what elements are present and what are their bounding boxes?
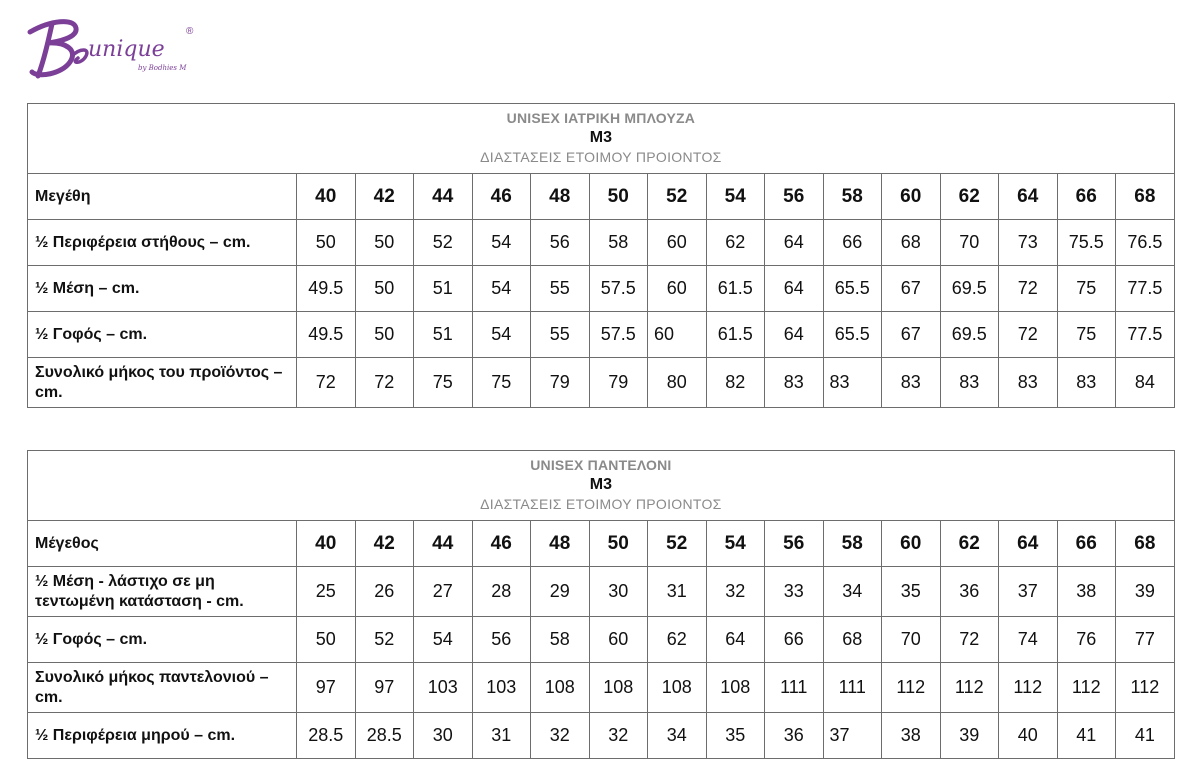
blouse-cell: 66 — [823, 220, 882, 266]
blouse-size-52: 52 — [648, 174, 707, 220]
blouse-size-44: 44 — [414, 174, 473, 220]
blouse-cell: 80 — [648, 358, 707, 408]
blouse-cell: 83 — [999, 358, 1058, 408]
pants-cell: 33 — [765, 567, 824, 617]
pants-cell: 54 — [414, 617, 473, 663]
pants-cell: 68 — [823, 617, 882, 663]
blouse-cell: 64 — [765, 220, 824, 266]
blouse-cell: 72 — [355, 358, 414, 408]
pants-size-40: 40 — [297, 521, 356, 567]
blouse-cell: 73 — [999, 220, 1058, 266]
blouse-cell: 83 — [823, 358, 882, 408]
pants-cell: 112 — [999, 663, 1058, 713]
blouse-cell: 72 — [999, 312, 1058, 358]
blouse-header-row — [28, 104, 1175, 174]
pants-cell: 64 — [706, 617, 765, 663]
blouse-cell: 55 — [531, 266, 590, 312]
pants-size-table — [27, 450, 1175, 759]
blouse-cell: 50 — [355, 266, 414, 312]
blouse-cell: 79 — [531, 358, 590, 408]
pants-cell: 39 — [1116, 567, 1175, 617]
blouse-cell: 51 — [414, 266, 473, 312]
pants-size-50: 50 — [589, 521, 648, 567]
pants-cell: 60 — [589, 617, 648, 663]
blouse-cell: 75 — [1057, 312, 1116, 358]
pants-cell: 28.5 — [355, 713, 414, 759]
pants-cell: 70 — [882, 617, 941, 663]
blouse-cell: 54 — [472, 220, 531, 266]
pants-cell: 34 — [648, 713, 707, 759]
pants-cell: 35 — [882, 567, 941, 617]
logo-subtext: by Bodhies M — [138, 64, 187, 72]
pants-cell: 111 — [823, 663, 882, 713]
pants-cell: 66 — [765, 617, 824, 663]
pants-size-58: 58 — [823, 521, 882, 567]
pants-size-56: 56 — [765, 521, 824, 567]
pants-cell: 32 — [589, 713, 648, 759]
pants-cell: 108 — [589, 663, 648, 713]
blouse-model: M3 — [589, 129, 612, 146]
pants-cell: 77 — [1116, 617, 1175, 663]
pants-row — [28, 617, 1175, 663]
blouse-size-66: 66 — [1057, 174, 1116, 220]
blouse-cell: 75 — [472, 358, 531, 408]
pants-cell: 108 — [531, 663, 590, 713]
blouse-size-48: 48 — [531, 174, 590, 220]
blouse-cell: 51 — [414, 312, 473, 358]
pants-cell: 103 — [472, 663, 531, 713]
pants-cell: 112 — [940, 663, 999, 713]
blouse-cell: 70 — [940, 220, 999, 266]
blouse-size-54: 54 — [706, 174, 765, 220]
blouse-cell: 64 — [765, 266, 824, 312]
blouse-header — [28, 104, 1175, 174]
pants-cell: 58 — [531, 617, 590, 663]
pants-cell: 26 — [355, 567, 414, 617]
pants-cell: 76 — [1057, 617, 1116, 663]
pants-cell: 103 — [414, 663, 473, 713]
pants-cell: 97 — [297, 663, 356, 713]
blouse-cell: 83 — [765, 358, 824, 408]
pants-cell: 72 — [940, 617, 999, 663]
blouse-cell: 62 — [706, 220, 765, 266]
blouse-cell: 54 — [472, 312, 531, 358]
blouse-size-50: 50 — [589, 174, 648, 220]
blouse-cell: 50 — [355, 220, 414, 266]
pants-cell: 28.5 — [297, 713, 356, 759]
blouse-row-label: ½ Γοφός – cm. — [28, 312, 297, 358]
pants-size-44: 44 — [414, 521, 473, 567]
registered-mark: ® — [186, 26, 194, 37]
pants-cell: 97 — [355, 663, 414, 713]
pants-size-42: 42 — [355, 521, 414, 567]
blouse-size-label: Μεγέθη — [28, 174, 297, 220]
blouse-cell: 83 — [940, 358, 999, 408]
pants-cell: 29 — [531, 567, 590, 617]
blouse-cell: 49.5 — [297, 312, 356, 358]
blouse-size-64: 64 — [999, 174, 1058, 220]
pants-cell: 27 — [414, 567, 473, 617]
pants-cell: 74 — [999, 617, 1058, 663]
pants-header-row — [28, 451, 1175, 521]
blouse-cell: 84 — [1116, 358, 1175, 408]
pants-row — [28, 713, 1175, 759]
blouse-cell: 79 — [589, 358, 648, 408]
blouse-cell: 54 — [472, 266, 531, 312]
blouse-cell: 60 — [648, 312, 707, 358]
pants-row — [28, 663, 1175, 713]
brand-logo-graphic — [26, 12, 201, 84]
pants-cell: 40 — [999, 713, 1058, 759]
blouse-row — [28, 220, 1175, 266]
pants-cell: 32 — [531, 713, 590, 759]
blouse-size-46: 46 — [472, 174, 531, 220]
pants-row — [28, 567, 1175, 617]
pants-size-66: 66 — [1057, 521, 1116, 567]
pants-cell: 38 — [1057, 567, 1116, 617]
blouse-row — [28, 358, 1175, 408]
pants-cell: 112 — [1116, 663, 1175, 713]
blouse-cell: 68 — [882, 220, 941, 266]
blouse-row-label: ½ Μέση – cm. — [28, 266, 297, 312]
blouse-cell: 57.5 — [589, 266, 648, 312]
pants-size-60: 60 — [882, 521, 941, 567]
blouse-cell: 50 — [297, 220, 356, 266]
blouse-size-68: 68 — [1116, 174, 1175, 220]
blouse-size-62: 62 — [940, 174, 999, 220]
blouse-cell: 61.5 — [706, 266, 765, 312]
pants-cell: 25 — [297, 567, 356, 617]
blouse-row — [28, 312, 1175, 358]
pants-cell: 30 — [414, 713, 473, 759]
blouse-cell: 57.5 — [589, 312, 648, 358]
pants-cell: 35 — [706, 713, 765, 759]
logo-wordmark: unique — [88, 37, 165, 62]
blouse-cell: 75.5 — [1057, 220, 1116, 266]
blouse-row-label: ½ Περιφέρεια στήθους – cm. — [28, 220, 297, 266]
pants-cell: 111 — [765, 663, 824, 713]
blouse-cell: 77.5 — [1116, 312, 1175, 358]
pants-row-label: ½ Γοφός – cm. — [28, 617, 297, 663]
pants-size-68: 68 — [1116, 521, 1175, 567]
pants-model: M3 — [589, 476, 612, 493]
pants-cell: 52 — [355, 617, 414, 663]
pants-sizes-row — [28, 521, 1175, 567]
pants-size-54: 54 — [706, 521, 765, 567]
pants-cell: 38 — [882, 713, 941, 759]
blouse-cell: 64 — [765, 312, 824, 358]
pants-cell: 36 — [940, 567, 999, 617]
blouse-size-58: 58 — [823, 174, 882, 220]
blouse-cell: 50 — [355, 312, 414, 358]
brand-logo — [26, 12, 201, 84]
pants-cell: 31 — [648, 567, 707, 617]
blouse-cell: 67 — [882, 312, 941, 358]
pants-cell: 112 — [1057, 663, 1116, 713]
blouse-cell: 69.5 — [940, 312, 999, 358]
pants-title: UNISEX ΠΑΝΤΕΛΟΝΙ — [530, 457, 672, 473]
blouse-size-table — [27, 103, 1175, 408]
pants-size-52: 52 — [648, 521, 707, 567]
pants-cell: 36 — [765, 713, 824, 759]
blouse-cell: 82 — [706, 358, 765, 408]
blouse-cell: 61.5 — [706, 312, 765, 358]
blouse-cell: 55 — [531, 312, 590, 358]
blouse-row — [28, 266, 1175, 312]
pants-cell: 56 — [472, 617, 531, 663]
pants-cell: 28 — [472, 567, 531, 617]
blouse-cell: 77.5 — [1116, 266, 1175, 312]
blouse-cell: 65.5 — [823, 312, 882, 358]
blouse-cell: 83 — [882, 358, 941, 408]
pants-cell: 112 — [882, 663, 941, 713]
blouse-cell: 75 — [1057, 266, 1116, 312]
blouse-row-label: Συνολικό μήκος του προϊόντος – cm. — [28, 358, 297, 408]
pants-subtitle: ΔΙΑΣΤΑΣΕΙΣ ΕΤΟΙΜΟΥ ΠΡΟΙΟΝΤΟΣ — [480, 496, 722, 512]
blouse-cell: 56 — [531, 220, 590, 266]
pants-row-label: ½ Περιφέρεια μηρού – cm. — [28, 713, 297, 759]
pants-cell: 62 — [648, 617, 707, 663]
blouse-cell: 76.5 — [1116, 220, 1175, 266]
pants-cell: 41 — [1116, 713, 1175, 759]
pants-row-label: ½ Μέση - λάστιχο σε μη τεντωμένη κατάσταση - cm. — [28, 567, 297, 617]
blouse-size-40: 40 — [297, 174, 356, 220]
pants-header — [28, 451, 1175, 521]
pants-cell: 41 — [1057, 713, 1116, 759]
pants-cell: 37 — [999, 567, 1058, 617]
blouse-size-42: 42 — [355, 174, 414, 220]
blouse-cell: 65.5 — [823, 266, 882, 312]
blouse-sizes-row — [28, 174, 1175, 220]
blouse-cell: 60 — [648, 266, 707, 312]
blouse-cell: 83 — [1057, 358, 1116, 408]
pants-cell: 32 — [706, 567, 765, 617]
pants-cell: 34 — [823, 567, 882, 617]
pants-cell: 31 — [472, 713, 531, 759]
blouse-size-56: 56 — [765, 174, 824, 220]
blouse-cell: 75 — [414, 358, 473, 408]
pants-size-46: 46 — [472, 521, 531, 567]
blouse-cell: 58 — [589, 220, 648, 266]
pants-row-label: Συνολικό μήκος παντελονιού – cm. — [28, 663, 297, 713]
blouse-subtitle: ΔΙΑΣΤΑΣΕΙΣ ΕΤΟΙΜΟΥ ΠΡΟΙΟΝΤΟΣ — [480, 149, 722, 165]
pants-size-label: Μέγεθος — [28, 521, 297, 567]
pants-cell: 37 — [823, 713, 882, 759]
blouse-cell: 52 — [414, 220, 473, 266]
blouse-cell: 67 — [882, 266, 941, 312]
pants-cell: 30 — [589, 567, 648, 617]
blouse-title: UNISEX ΙΑΤΡΙΚΗ ΜΠΛΟΥΖΑ — [506, 110, 696, 126]
pants-cell: 39 — [940, 713, 999, 759]
blouse-cell: 49.5 — [297, 266, 356, 312]
pants-cell: 108 — [648, 663, 707, 713]
pants-size-62: 62 — [940, 521, 999, 567]
pants-cell: 108 — [706, 663, 765, 713]
blouse-size-60: 60 — [882, 174, 941, 220]
pants-size-48: 48 — [531, 521, 590, 567]
blouse-cell: 60 — [648, 220, 707, 266]
pants-cell: 50 — [297, 617, 356, 663]
blouse-cell: 69.5 — [940, 266, 999, 312]
pants-size-64: 64 — [999, 521, 1058, 567]
blouse-cell: 72 — [999, 266, 1058, 312]
blouse-cell: 72 — [297, 358, 356, 408]
